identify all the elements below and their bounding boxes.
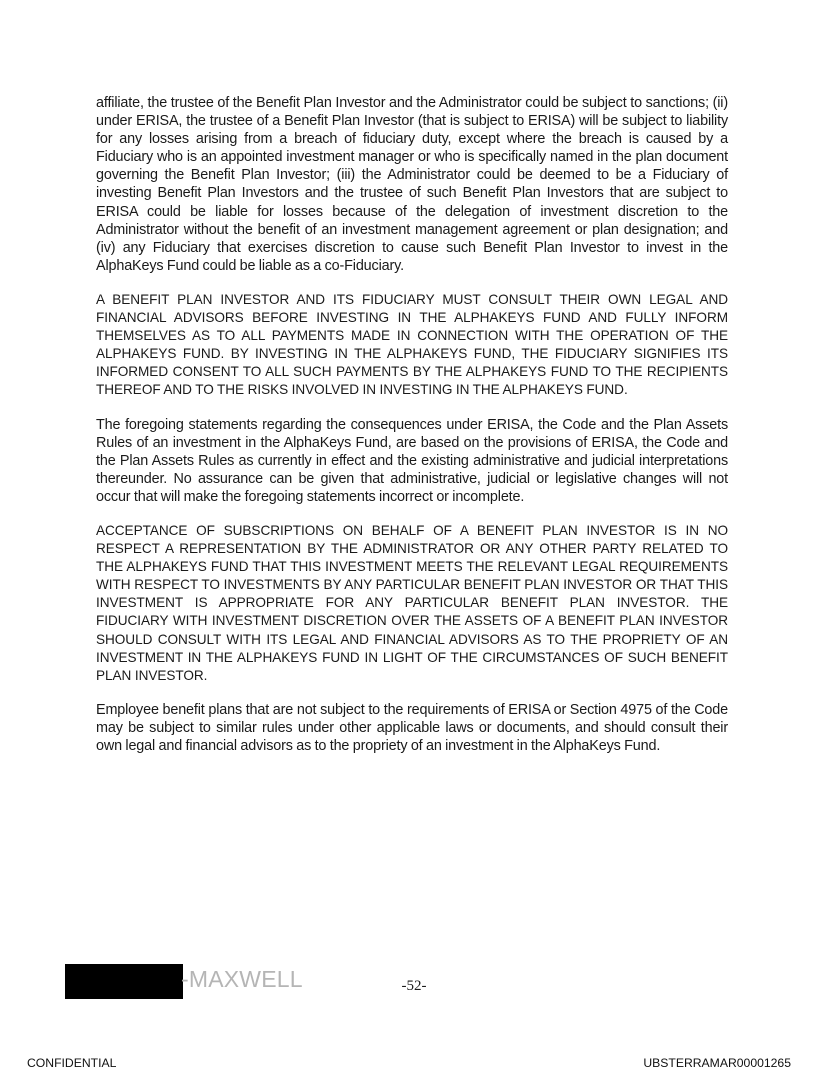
paragraph-employee-benefit-plans: Employee benefit plans that are not subject to the requirements of ERISA or Section 4975 of the Code may be subject to similar rules under other applicable laws or documents, and should consult their own legal and financial advisors as to the propriety of an investment in the AlphaKeys Fund. [96, 701, 728, 754]
page-number: -52- [401, 978, 427, 994]
paragraph-consult-advisors-notice: A BENEFIT PLAN INVESTOR AND ITS FIDUCIARY MUST CONSULT THEIR OWN LEGAL AND FINANCIAL ADVISORS BEFORE INVESTING IN THE ALPHAKEYS FUND AND FULLY INFORM THEMSELVES AS TO ALL PAYMENTS MADE IN CONNECTION WITH THE OPERATION OF THE ALPHAKEYS FUND. BY INVESTING IN THE ALPHAKEYS FUND, THE FIDUCIARY SIGNIFIES ITS INFORMED CONSENT TO ALL SUCH PAYMENTS BY THE ALPHAKEYS FUND TO THE RECIPIENTS THEREOF AND TO THE RISKS INVOLVED IN INVESTING IN THE ALPHAKEYS FUND. [96, 291, 728, 398]
paragraph-foregoing-statements: The foregoing statements regarding the consequences under ERISA, the Code and the Plan Assets Rules of an investment in the AlphaKeys Fund, are based on the provisions of ERISA, the Code and the Plan Assets Rules as currently in effect and the existing administrative and judicial interpretations thereunder. No assurance can be given that administrative, judicial or legislative changes will not occur that will make the foregoing statements incorrect or incomplete. [96, 416, 728, 505]
exhibit-label-text: -MAXWELL [181, 966, 303, 992]
redaction-block [65, 964, 183, 999]
paragraph-fiduciary-liability: affiliate, the trustee of the Benefit Plan Investor and the Administrator could be subject to sanctions; (ii) under ERISA, the trustee of a Benefit Plan Investor (that is subject to ERISA) will be subject to liability for any losses arising from a breach of fiduciary duty, except where the breach is caused by a Fiduciary who is an appointed investment manager or who is specifically named in the plan document governing the Benefit Plan Investor; (iii) the Administrator could be deemed to be a Fiduciary of investing Benefit Plan Investors and the trustee of such Benefit Plan Investors that are subject to ERISA could be liable for losses because of the delegation of investment discretion to the Administrator without the benefit of an investment management agreement or plan designation; and (iv) any Fiduciary that exercises discretion to cause such Benefit Plan Investor to invest in the AlphaKeys Fund could be liable as a co-Fiduciary. [96, 95, 728, 274]
bates-number: UBSTERRAMAR00001265 [643, 1056, 791, 1070]
confidential-marker: CONFIDENTIAL [27, 1056, 117, 1070]
document-body [96, 94, 728, 771]
exhibit-label [65, 963, 310, 999]
paragraph-acceptance-of-subscriptions: ACCEPTANCE OF SUBSCRIPTIONS ON BEHALF OF A BENEFIT PLAN INVESTOR IS IN NO RESPECT A REPRESENTATION BY THE ADMINISTRATOR OR ANY OTHER PARTY RELATED TO THE ALPHAKEYS FUND THAT THIS INVESTMENT MEETS THE RELEVANT LEGAL REQUIREMENTS WITH RESPECT TO INVESTMENTS BY ANY PARTICULAR BENEFIT PLAN INVESTOR OR THAT THIS INVESTMENT IS APPROPRIATE FOR ANY PARTICULAR BENEFIT PLAN INVESTOR. THE FIDUCIARY WITH INVESTMENT DISCRETION OVER THE ASSETS OF A BENEFIT PLAN INVESTOR SHOULD CONSULT WITH ITS LEGAL AND FINANCIAL ADVISORS AS TO THE PROPRIETY OF AN INVESTMENT IN THE ALPHAKEYS FUND IN LIGHT OF THE CIRCUMSTANCES OF SUCH BENEFIT PLAN INVESTOR. [96, 522, 728, 683]
